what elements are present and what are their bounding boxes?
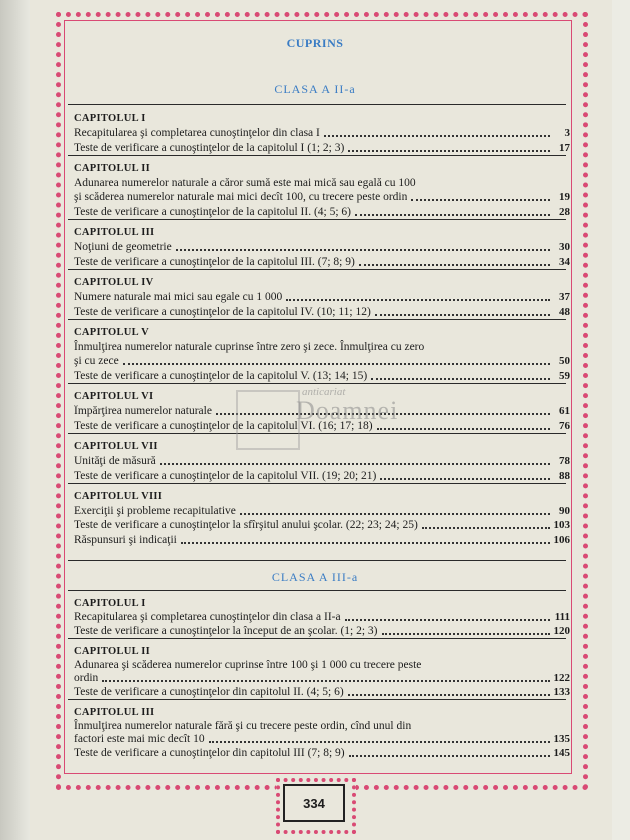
toc-entry-text: Împărţirea numerelor naturale [74,404,212,417]
watermark-small-text: anticariat [302,386,346,398]
toc-entry-text: Teste de verificare a cunoştinţelor la început de an şcolar. (1; 2; 3) [74,625,378,638]
dot-leader [371,378,550,380]
toc-page-number: 19 [559,190,570,203]
watermark-text: Doamnei [296,396,399,425]
toc-page-number: 103 [553,519,570,532]
toc-entry [74,240,570,254]
toc-page-number: 30 [559,240,570,253]
dot-leader [240,513,550,515]
dot-leader [181,542,550,544]
chapter-heading: CAPITOLUL II [74,645,151,657]
toc-entry-text: Teste de verificare a cunoştinţelor din capitolul III (7; 8; 9) [74,747,345,760]
section-rule [68,590,566,591]
dot-leader [345,619,550,621]
chapter-rule [68,638,566,639]
toc-entry-text: Recapitularea şi completarea cunoştinţelor din clasa a II-a [74,611,341,624]
dot-leader [348,694,550,696]
page-gutter [0,0,34,840]
toc-entry [74,141,570,155]
toc-page-number: 88 [559,469,570,482]
toc-entry-text: factori este mai mic decît 10 [74,733,205,746]
toc-entry [74,672,570,685]
dot-leader [209,741,550,743]
dot-leader [422,527,550,529]
toc-page-number: 111 [554,611,570,624]
chapter-heading: CAPITOLUL II [74,162,151,174]
toc-entry [74,686,570,699]
section-heading: CLASA A II-a [274,82,356,96]
chapter-rule [68,483,566,484]
toc-page-number: 50 [559,354,570,367]
chapter-rule [68,319,566,320]
toc-entry-text: Unităţi de măsură [74,454,156,467]
toc-entry-text: Teste de verificare a cunoştinţelor de la capitolul III. (7; 8; 9) [74,255,355,268]
toc-entry-text: Teste de verificare a cunoştinţelor din capitolul II. (4; 5; 6) [74,686,344,699]
toc-entry-text: şi cu zece [74,354,119,367]
toc-page-number: 122 [553,672,570,685]
toc-page-number: 59 [559,369,570,382]
chapter-heading: CAPITOLUL I [74,113,146,124]
chapter-heading: CAPITOLUL VIII [74,490,163,502]
toc-page-number: 106 [553,534,570,547]
dot-leader [349,755,550,757]
toc-entry [74,504,570,518]
toc-entry-text: Teste de verificare a cunoştinţelor de la capitolul I (1; 2; 3) [74,141,345,154]
toc-entry-text: Exerciţii şi probleme recapitulative [74,504,236,517]
toc-entry [74,611,570,624]
toc-entry [74,733,570,746]
toc-entry [74,354,570,368]
page-number: 334 [283,784,345,822]
dot-leader [102,680,550,682]
toc-page-number: 120 [553,625,570,638]
dot-leader [380,478,550,480]
toc-page-number: 78 [559,454,570,467]
toc-page-number: 61 [559,404,570,417]
section-rule [68,104,566,105]
chapter-heading: CAPITOLUL III [74,226,155,238]
toc-entry-text: Noţiuni de geometrie [74,240,172,253]
toc-entry [74,454,570,468]
toc-entry [74,126,570,140]
toc-entry-text: Teste de verificare a cunoştinţelor de la capitolul VI. (16; 17; 18) [74,419,373,432]
toc-page-number: 34 [559,255,570,268]
dot-leader [123,363,550,365]
chapter-rule [68,219,566,220]
page-title: CUPRINS [286,36,344,50]
toc-entry [74,205,570,219]
toc-entry-text: şi scăderea numerelor naturale mai mici decît 100, cu trecere peste ordin [74,190,408,203]
chapter-heading: CAPITOLUL I [74,598,146,609]
toc-entry-line: Înmulţirea numerelor naturale fără şi cu trecere peste ordin, cînd unul din [74,719,412,732]
toc-entry [74,747,570,760]
toc-entry-line: Adunarea numerelor naturale a căror sumă este mai mică sau egală cu 100 [74,176,416,189]
dot-leader [355,214,550,216]
toc-entry [74,534,570,547]
dot-leader [375,314,550,316]
toc-page-number: 3 [564,126,570,139]
toc-page-number: 28 [559,205,570,218]
dot-leader [286,299,550,301]
toc-entry-text: Numere naturale mai mici sau egale cu 1 000 [74,290,283,303]
chapter-rule [68,155,566,156]
section-end-rule [68,560,566,561]
dot-leader [359,264,550,266]
toc-entry-text: Teste de verificare a cunoştinţelor la sfîrşitul anului şcolar. (22; 23; 24; 25) [74,519,418,532]
toc-entry-line: Înmulţirea numerelor naturale cuprinse între zero şi zece. Înmulţirea cu zero [74,340,425,353]
chapter-rule [68,433,566,434]
chapter-heading: CAPITOLUL V [74,326,149,338]
chapter-rule [68,383,566,384]
chapter-rule [68,269,566,270]
toc-entry-text: Teste de verificare a cunoştinţelor de la capitolul VII. (19; 20; 21) [74,469,377,482]
dot-leader [377,428,550,430]
toc-entry [74,625,570,638]
dot-leader [160,463,550,465]
chapter-heading: CAPITOLUL VI [74,390,154,402]
toc-entry [74,190,570,204]
dot-leader [382,633,550,635]
toc-page-number: 17 [559,141,570,154]
toc-page-number: 145 [553,747,570,760]
dot-leader [176,249,550,251]
toc-page-number: 90 [559,504,570,517]
toc-page-number: 135 [553,733,570,746]
toc-entry [74,369,570,383]
toc-entry-text: Teste de verificare a cunoştinţelor de la capitolul II. (4; 5; 6) [74,205,351,218]
chapter-rule [68,699,566,700]
chapter-heading: CAPITOLUL VII [74,440,158,452]
toc-entry [74,290,570,304]
dot-leader [411,199,550,201]
toc-entry [74,469,570,483]
toc-page-number: 48 [559,305,570,318]
section-heading: CLASA A III-a [271,570,359,584]
toc-page-number: 76 [559,419,570,432]
toc-entry-text: Răspunsuri şi indicaţii [74,534,177,547]
toc-entry [74,519,570,532]
toc-entry [74,255,570,269]
toc-entry-text: Recapitularea şi completarea cunoştinţelor din clasa I [74,126,320,139]
dot-leader [324,135,550,137]
watermark-logo [236,390,300,450]
toc-entry-text: ordin [74,672,99,685]
toc-entry-text: Teste de verificare a cunoştinţelor de la capitolul IV. (10; 11; 12) [74,305,371,318]
chapter-heading: CAPITOLUL III [74,706,155,718]
toc-entry-line: Adunarea şi scăderea numerelor cuprinse între 100 şi 1 000 cu trecere peste [74,658,422,671]
dot-leader [348,150,550,152]
toc-page-number: 37 [559,290,570,303]
toc-entry-text: Teste de verificare a cunoştinţelor de la capitolul V. (13; 14; 15) [74,369,368,382]
chapter-heading: CAPITOLUL IV [74,276,154,288]
toc-page-number: 133 [553,686,570,699]
toc-entry [74,305,570,319]
